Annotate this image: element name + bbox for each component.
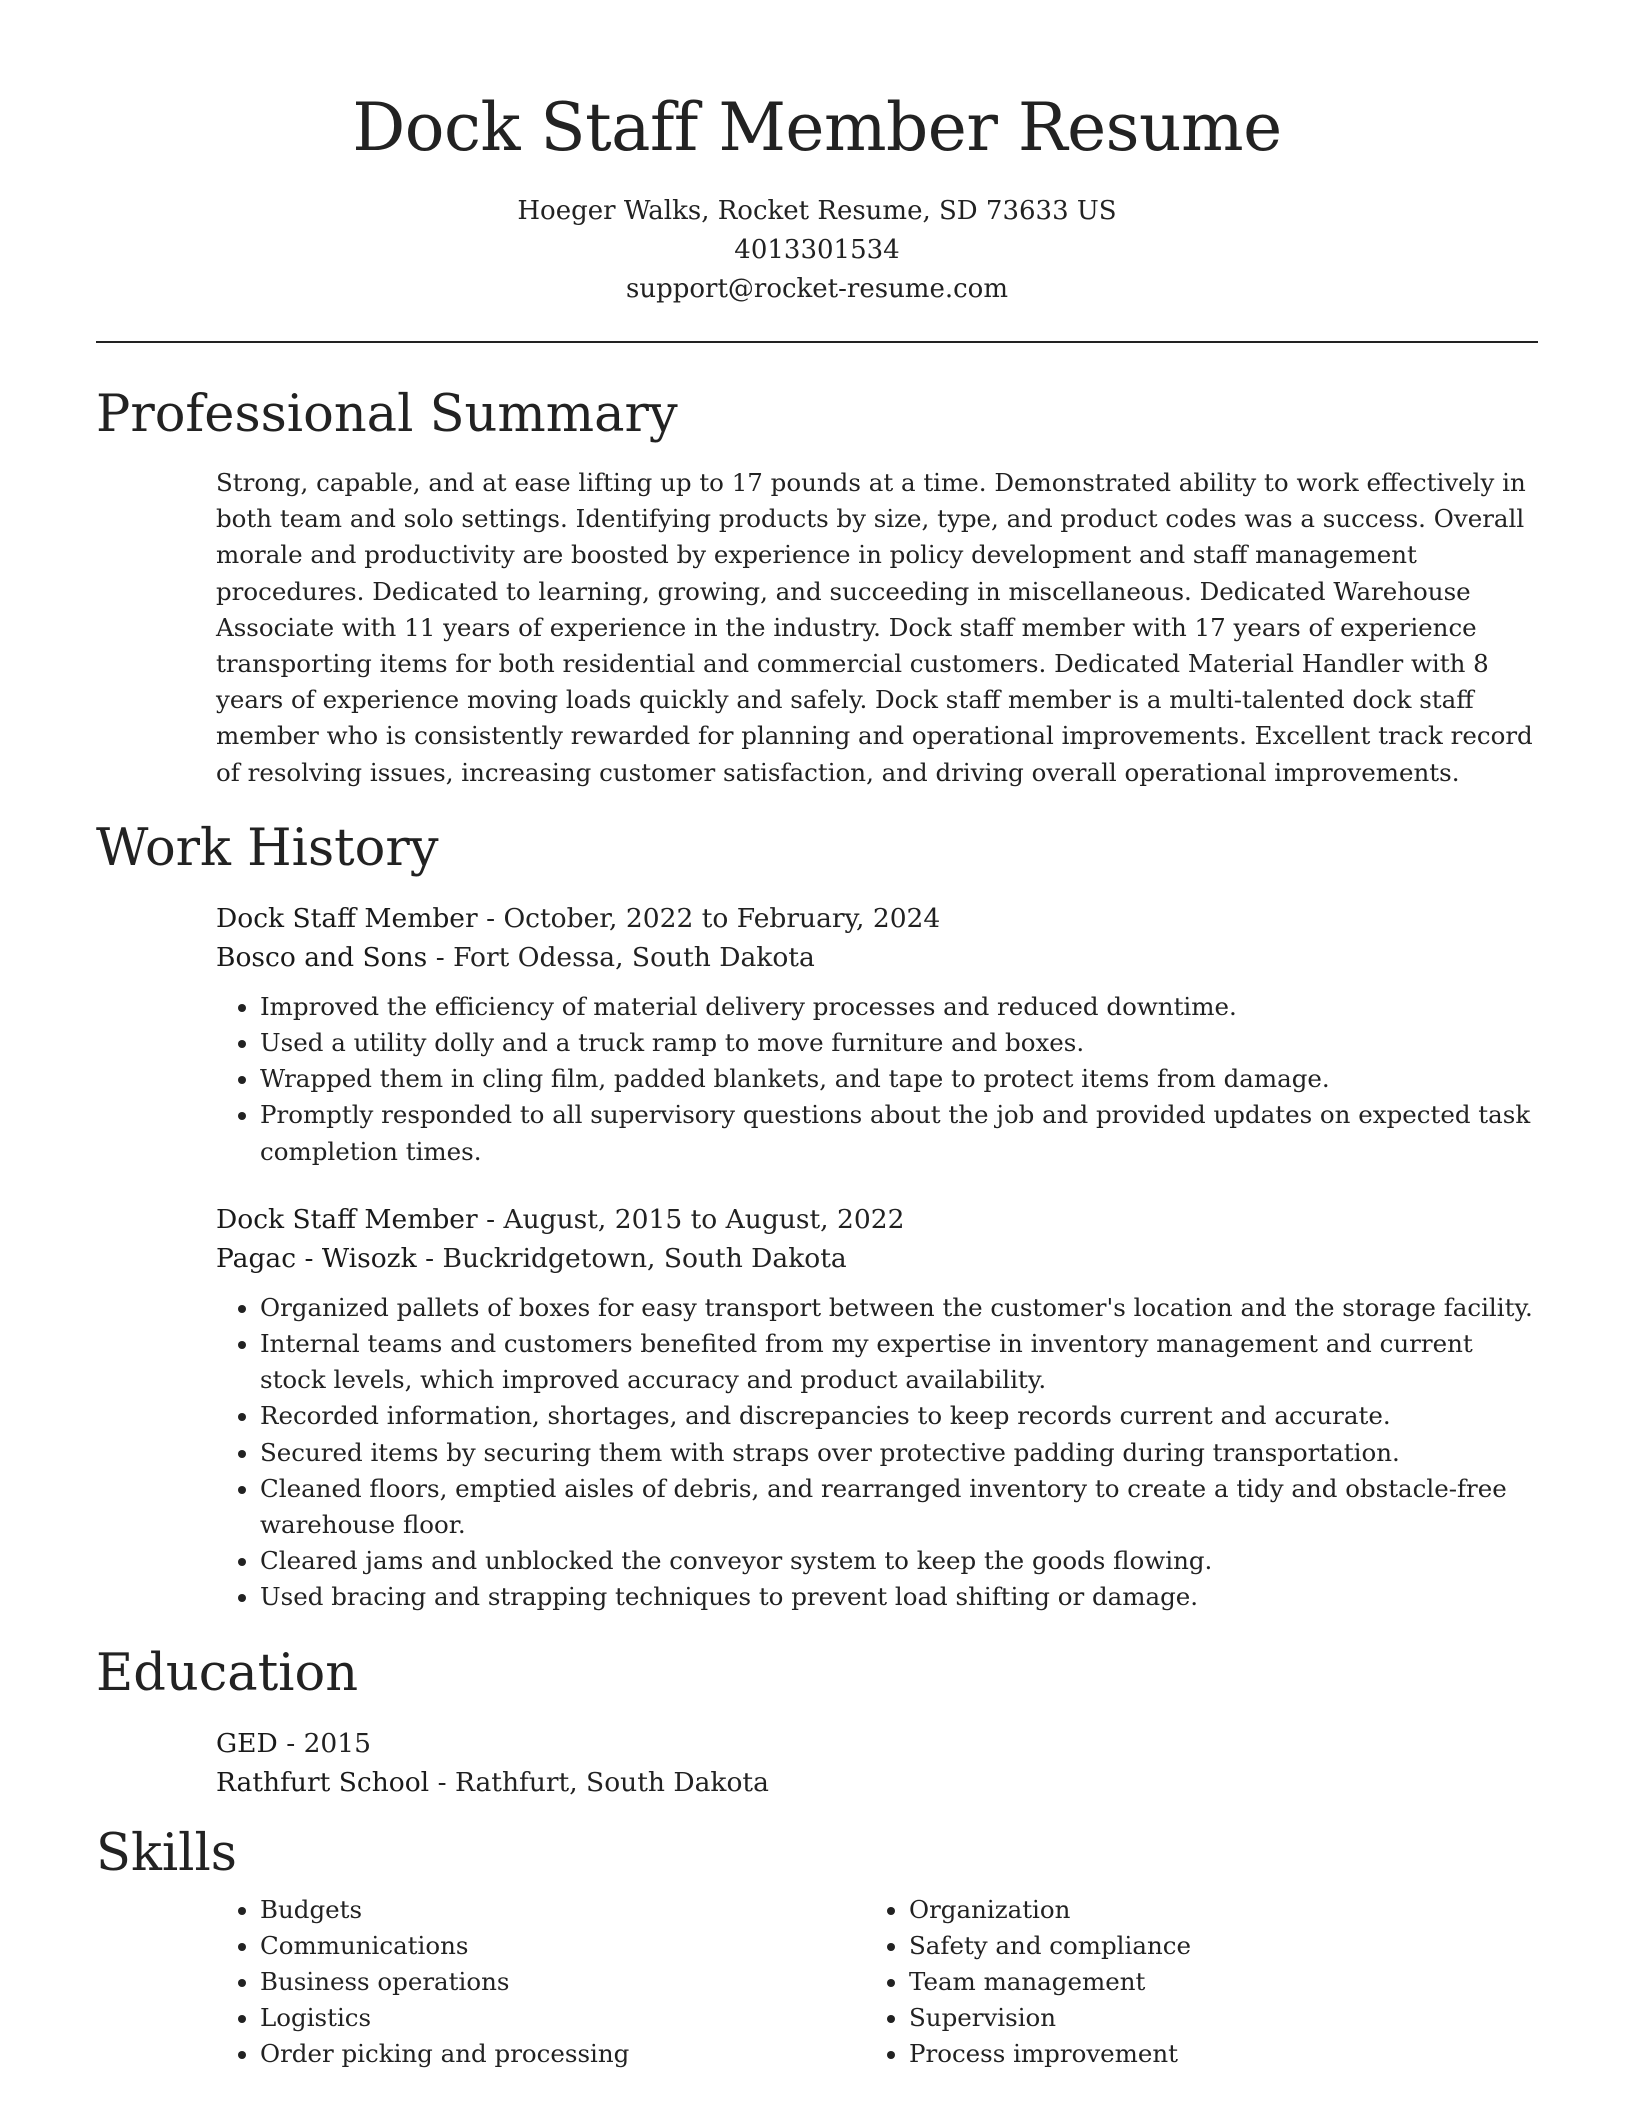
contact-address: Hoeger Walks, Rocket Resume, SD 73633 US	[517, 196, 1117, 226]
job-location: - Buckridgetown, South Dakota	[416, 1242, 847, 1274]
list-item: • Safety and compliance	[909, 1928, 1514, 1964]
list-item: • Team management	[909, 1964, 1514, 2000]
degree-year: - 2015	[277, 1727, 372, 1759]
contact-email: support@rocket-resume.com	[625, 274, 1008, 304]
job-title: Dock Staff Member	[216, 1203, 478, 1235]
list-item: • Wrapped them in cling film, padded blankets, and tape to protect items from damage.	[260, 1061, 1538, 1097]
school-name: Rathfurt School	[216, 1766, 430, 1798]
list-item: • Communications	[260, 1928, 865, 1964]
education-section	[96, 1642, 1538, 1802]
resume-page	[96, 0, 1538, 2073]
summary-body	[216, 465, 1538, 791]
job-entry	[216, 899, 1538, 1170]
job-company: Pagac - Wisozk	[216, 1242, 417, 1274]
list-item: • Organized pallets of boxes for easy transport between the customer's location and the storage facility.	[260, 1290, 1538, 1326]
job-dates: - August, 2015 to August, 2022	[477, 1203, 905, 1235]
list-item: • Logistics	[260, 2000, 865, 2036]
header-divider	[96, 341, 1538, 343]
job-title-line	[216, 1200, 1538, 1239]
contact-block	[96, 192, 1538, 309]
skills-grid	[216, 1892, 1538, 2073]
list-item: • Improved the efficiency of material delivery processes and reduced downtime.	[260, 989, 1538, 1025]
job-location: - Fort Odessa, South Dakota	[427, 941, 815, 973]
job-dates: - October, 2022 to February, 2024	[477, 902, 941, 934]
skills-list-left	[216, 1892, 865, 2073]
skills-section	[96, 1822, 1538, 2073]
skills-list-right	[865, 1892, 1514, 2073]
summary-text: Strong, capable, and at ease lifting up to 17 pounds at a time. Demonstrated ability to work effectively in both team and solo settings. Identifying products by size, type, and product codes was a success. Overall morale and productivity are boosted by experience in policy development and staff management procedures. Dedicated to learning, growing, and succeeding in miscellaneous. Dedicated Warehouse Associate with 11 years of experience in the industry. Dock staff member with 17 years of experience transporting items for both residential and commercial customers. Dedicated Material Handler with 8 years of experience moving loads quickly and safely. Dock staff member is a multi-talented dock staff member who is consistently rewarded for planning and operational improvements. Excellent track record of resolving issues, increasing customer satisfaction, and driving overall operational improvements.	[216, 468, 1533, 787]
skills-heading: Skills	[96, 1823, 237, 1883]
school-location: - Rathfurt, South Dakota	[429, 1766, 769, 1798]
list-item: • Cleaned floors, emptied aisles of debris, and rearranged inventory to create a tidy and obstacle-free warehouse floor.	[260, 1471, 1538, 1543]
summary-section	[96, 383, 1538, 791]
list-item: • Recorded information, shortages, and discrepancies to keep records current and accurate.	[260, 1398, 1538, 1434]
list-item: • Organization	[909, 1892, 1514, 1928]
list-item: • Used bracing and strapping techniques to prevent load shifting or damage.	[260, 1579, 1538, 1615]
work-history-heading: Work History	[96, 818, 439, 878]
list-item: • Process improvement	[909, 2036, 1514, 2072]
job-company-line	[216, 1239, 1538, 1278]
list-item: • Used a utility dolly and a truck ramp to move furniture and boxes.	[260, 1025, 1538, 1061]
job-company-line	[216, 938, 1538, 977]
contact-phone: 4013301534	[734, 235, 900, 265]
education-entry	[216, 1724, 1538, 1802]
degree: GED	[216, 1727, 278, 1759]
list-item: • Internal teams and customers benefited from my expertise in inventory management and current stock levels, which improved accuracy and product availability.	[260, 1326, 1538, 1398]
list-item: • Supervision	[909, 2000, 1514, 2036]
work-history-section	[96, 817, 1538, 1616]
list-item: • Promptly responded to all supervisory questions about the job and provided updates on expected task completion times.	[260, 1097, 1538, 1169]
list-item: • Order picking and processing	[260, 2036, 865, 2072]
job-company: Bosco and Sons	[216, 941, 428, 973]
job-title: Dock Staff Member	[216, 902, 478, 934]
school-line	[216, 1763, 1538, 1802]
job-title-line	[216, 899, 1538, 938]
job-duties-list	[216, 989, 1538, 1170]
list-item: • Cleared jams and unblocked the conveyor system to keep the goods flowing.	[260, 1543, 1538, 1579]
list-item: • Budgets	[260, 1892, 865, 1928]
job-duties-list	[216, 1290, 1538, 1616]
resume-header	[96, 0, 1538, 309]
degree-line	[216, 1724, 1538, 1763]
summary-heading: Professional Summary	[96, 385, 678, 444]
job-entry	[216, 1200, 1538, 1616]
list-item: • Business operations	[260, 1964, 865, 2000]
list-item: • Secured items by securing them with straps over protective padding during transportation.	[260, 1435, 1538, 1471]
education-heading: Education	[96, 1643, 359, 1703]
resume-title: Dock Staff Member Resume	[352, 89, 1282, 166]
